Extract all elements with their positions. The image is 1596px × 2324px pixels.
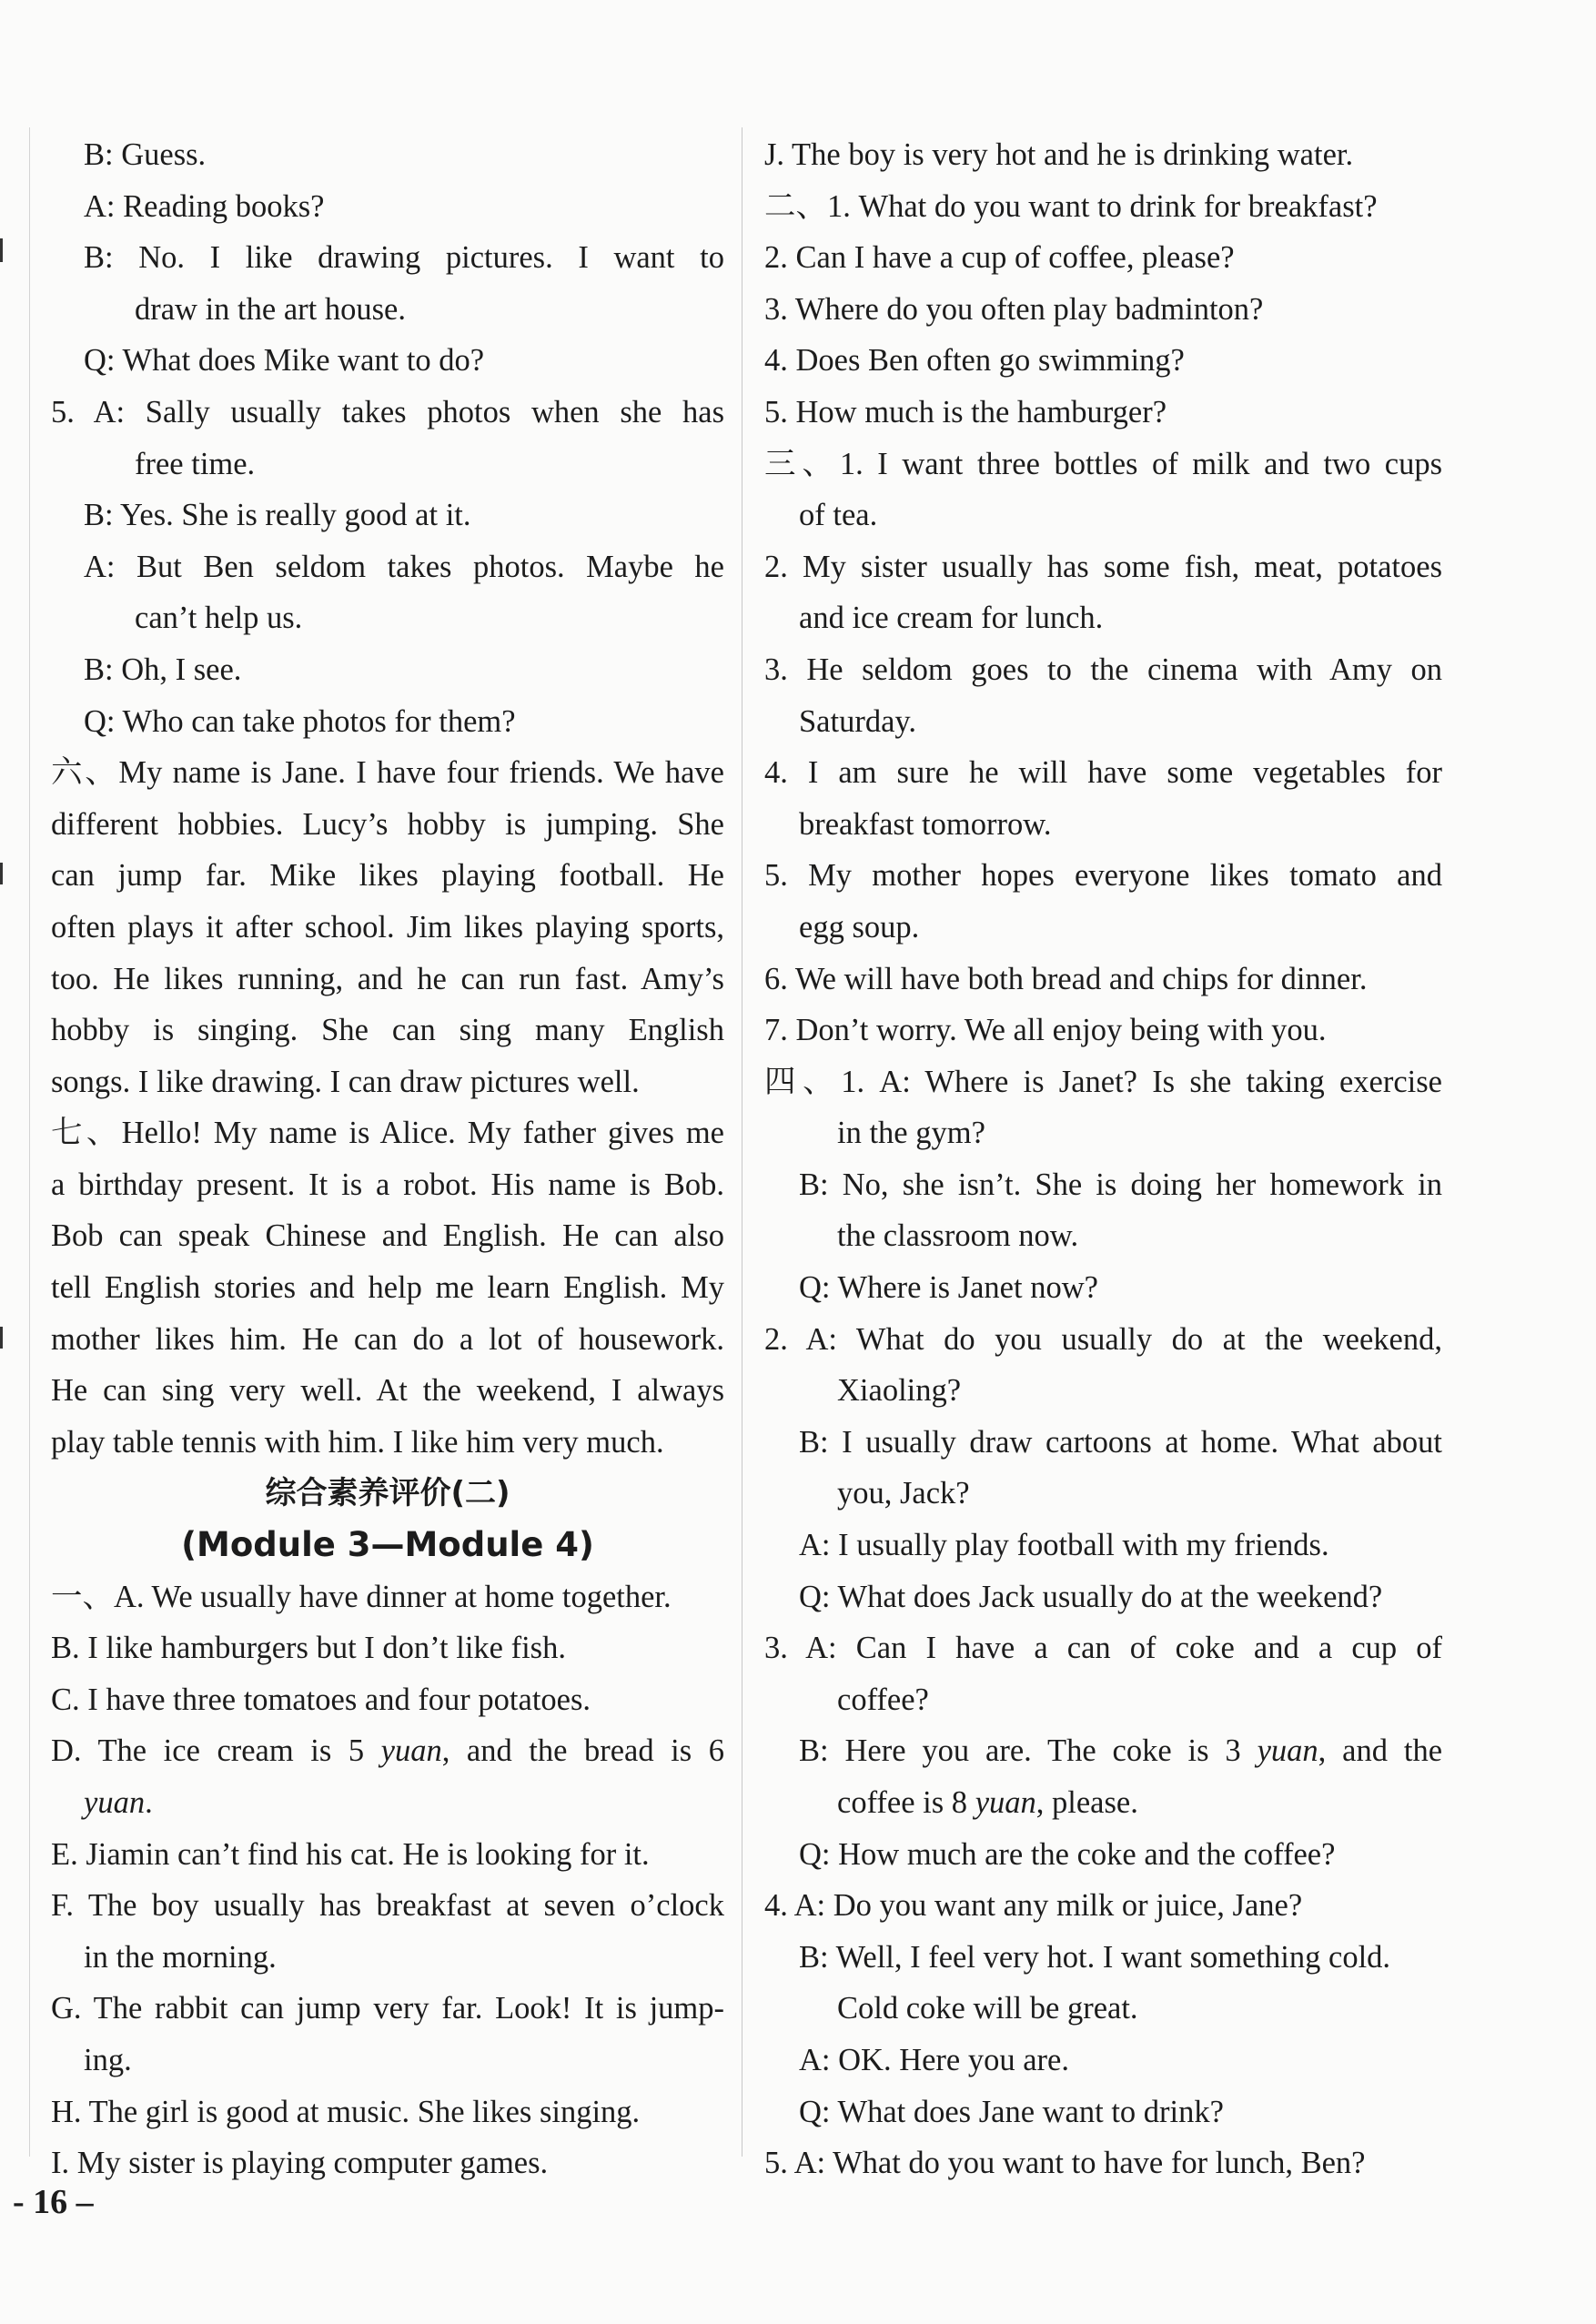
- text-line: different hobbies. Lucy’s hobby is jumping. She: [51, 806, 724, 842]
- text-line: of tea.: [799, 498, 878, 533]
- text-line: Q: How much are the coke and the coffee?: [799, 1836, 1336, 1872]
- text-line: Bob can speak Chinese and English. He can also: [51, 1218, 724, 1254]
- text-line: B: No. I like drawing pictures. I want to: [84, 240, 724, 276]
- text-line: 7. Don’t worry. We all enjoy being with you.: [764, 1013, 1327, 1048]
- text-line: H. The girl is good at music. She likes singing.: [51, 2094, 641, 2129]
- text-line: often plays it after school. Jim likes playing sports,: [51, 909, 724, 945]
- text-line: 4. I am sure he will have some vegetables for: [764, 755, 1442, 791]
- text-line: 4. A: Do you want any milk or juice, Jane?: [764, 1888, 1303, 1924]
- text-line: play table tennis with him. I like him very much.: [51, 1424, 664, 1460]
- text-line: Q: What does Jack usually do at the weekend?: [799, 1579, 1383, 1614]
- text-line: 3. A: Can I have a can of coke and a cup of: [764, 1631, 1442, 1666]
- text-line: 一、A. We usually have dinner at home together.: [51, 1579, 672, 1614]
- section-subtitle: (Module 3—Module 4): [181, 1525, 594, 1565]
- left-column-part-1: [51, 129, 724, 1468]
- text-line: 3. Where do you often play badminton?: [764, 291, 1264, 327]
- right-column: [764, 129, 1442, 2189]
- text-line: mother likes him. He can do a lot of housework.: [51, 1321, 724, 1357]
- text-line: egg soup.: [799, 909, 920, 945]
- text-line: A: OK. Here you are.: [799, 2042, 1069, 2077]
- text-line: E. Jiamin can’t find his cat. He is looking for it.: [51, 1836, 650, 1872]
- text-line: coffee is 8 yuan, please.: [837, 1785, 1138, 1820]
- text-line: and ice cream for lunch.: [799, 601, 1104, 636]
- text-line: Xiaoling?: [837, 1373, 962, 1409]
- binding-mark: [0, 863, 3, 884]
- text-line: B: No, she isn’t. She is doing her homework in: [799, 1167, 1442, 1202]
- text-line: A: But Ben seldom takes photos. Maybe he: [84, 549, 724, 584]
- text-line: tell English stories and help me learn English. My: [51, 1270, 724, 1306]
- text-line: B: Yes. She is really good at it.: [84, 498, 471, 533]
- text-line: A: Reading books?: [84, 188, 325, 224]
- text-line: 5. A: What do you want to have for lunch, Ben?: [764, 2146, 1366, 2181]
- text-line: B: Oh, I see.: [84, 652, 242, 687]
- text-line: in the gym?: [837, 1116, 985, 1151]
- text-line: B: I usually draw cartoons at home. What about: [799, 1424, 1442, 1460]
- text-line: 4. Does Ben often go swimming?: [764, 343, 1185, 379]
- text-line: free time.: [135, 446, 256, 481]
- text-line: 七、Hello! My name is Alice. My father gives me: [51, 1116, 724, 1151]
- text-line: 六、My name is Jane. I have four friends. We have: [51, 755, 724, 791]
- text-line: breakfast tomorrow.: [799, 806, 1052, 842]
- text-line: C. I have three tomatoes and four potatoes.: [51, 1682, 591, 1717]
- text-line: too. He likes running, and he can run fast. Amy’s: [51, 961, 724, 996]
- text-line: J. The boy is very hot and he is drinking water.: [764, 137, 1354, 172]
- text-line: B. I like hamburgers but I don’t like fish.: [51, 1631, 566, 1666]
- text-line: 5. How much is the hamburger?: [764, 394, 1167, 429]
- section-title: 综合素养评价(二): [265, 1475, 510, 1512]
- text-line: A: I usually play football with my friends.: [799, 1528, 1329, 1563]
- text-line: a birthday present. It is a robot. His name is Bob.: [51, 1167, 724, 1202]
- text-line: can’t help us.: [135, 601, 303, 636]
- text-line: 2. A: What do you usually do at the weekend,: [764, 1321, 1442, 1357]
- text-line: G. The rabbit can jump very far. Look! It is jump-: [51, 1991, 724, 2026]
- text-line: you, Jack?: [837, 1476, 970, 1511]
- text-line: Saturday.: [799, 703, 917, 739]
- left-column-part-2: [51, 1571, 724, 2189]
- text-line: He can sing very well. At the weekend, I always: [51, 1373, 724, 1409]
- text-line: Q: Who can take photos for them?: [84, 703, 516, 739]
- page-number-value: 16: [33, 2183, 68, 2221]
- binding-mark: [0, 238, 3, 262]
- text-line: Q: What does Jane want to drink?: [799, 2094, 1224, 2129]
- text-line: Q: Where is Janet now?: [799, 1270, 1098, 1306]
- text-line: ing.: [84, 2042, 132, 2077]
- text-line: B: Well, I feel very hot. I want something cold.: [799, 1939, 1391, 1975]
- text-line: hobby is singing. She can sing many English: [51, 1013, 724, 1048]
- text-line: in the morning.: [84, 1939, 277, 1975]
- text-line: B: Guess.: [84, 137, 207, 172]
- text-line: 6. We will have both bread and chips for dinner.: [764, 961, 1368, 996]
- text-line: songs. I like drawing. I can draw pictures well.: [51, 1064, 640, 1099]
- text-line: 二、1. What do you want to drink for breakfast?: [764, 188, 1378, 224]
- text-line: Cold coke will be great.: [837, 1991, 1138, 2026]
- text-line: 三、1. I want three bottles of milk and two cups: [764, 446, 1442, 481]
- text-line: 3. He seldom goes to the cinema with Amy on: [764, 652, 1442, 687]
- text-line: B: Here you are. The coke is 3 yuan, and the: [799, 1733, 1443, 1769]
- left-column: [51, 129, 724, 2189]
- page-number: - 16 –: [13, 2183, 94, 2221]
- text-line: Q: What does Mike want to do?: [84, 343, 485, 379]
- text-line: I. My sister is playing computer games.: [51, 2146, 549, 2181]
- text-line: 5. A: Sally usually takes photos when she has: [51, 394, 724, 429]
- text-line: draw in the art house.: [135, 291, 406, 327]
- text-line: 2. My sister usually has some fish, meat, potatoes: [764, 549, 1442, 584]
- text-line: yuan.: [84, 1785, 153, 1820]
- text-line: coffee?: [837, 1682, 929, 1717]
- text-line: 5. My mother hopes everyone likes tomato and: [764, 858, 1442, 894]
- text-line: D. The ice cream is 5 yuan, and the bread is 6: [51, 1733, 724, 1769]
- binding-mark: [0, 1327, 3, 1349]
- text-line: 2. Can I have a cup of coffee, please?: [764, 240, 1235, 276]
- text-line: the classroom now.: [837, 1218, 1079, 1254]
- text-line: F. The boy usually has breakfast at seven o’clock: [51, 1888, 724, 1924]
- left-margin-rule: [29, 127, 30, 2157]
- text-line: 四、1. A: Where is Janet? Is she taking exercise: [764, 1064, 1442, 1099]
- text-line: can jump far. Mike likes playing football. He: [51, 858, 724, 894]
